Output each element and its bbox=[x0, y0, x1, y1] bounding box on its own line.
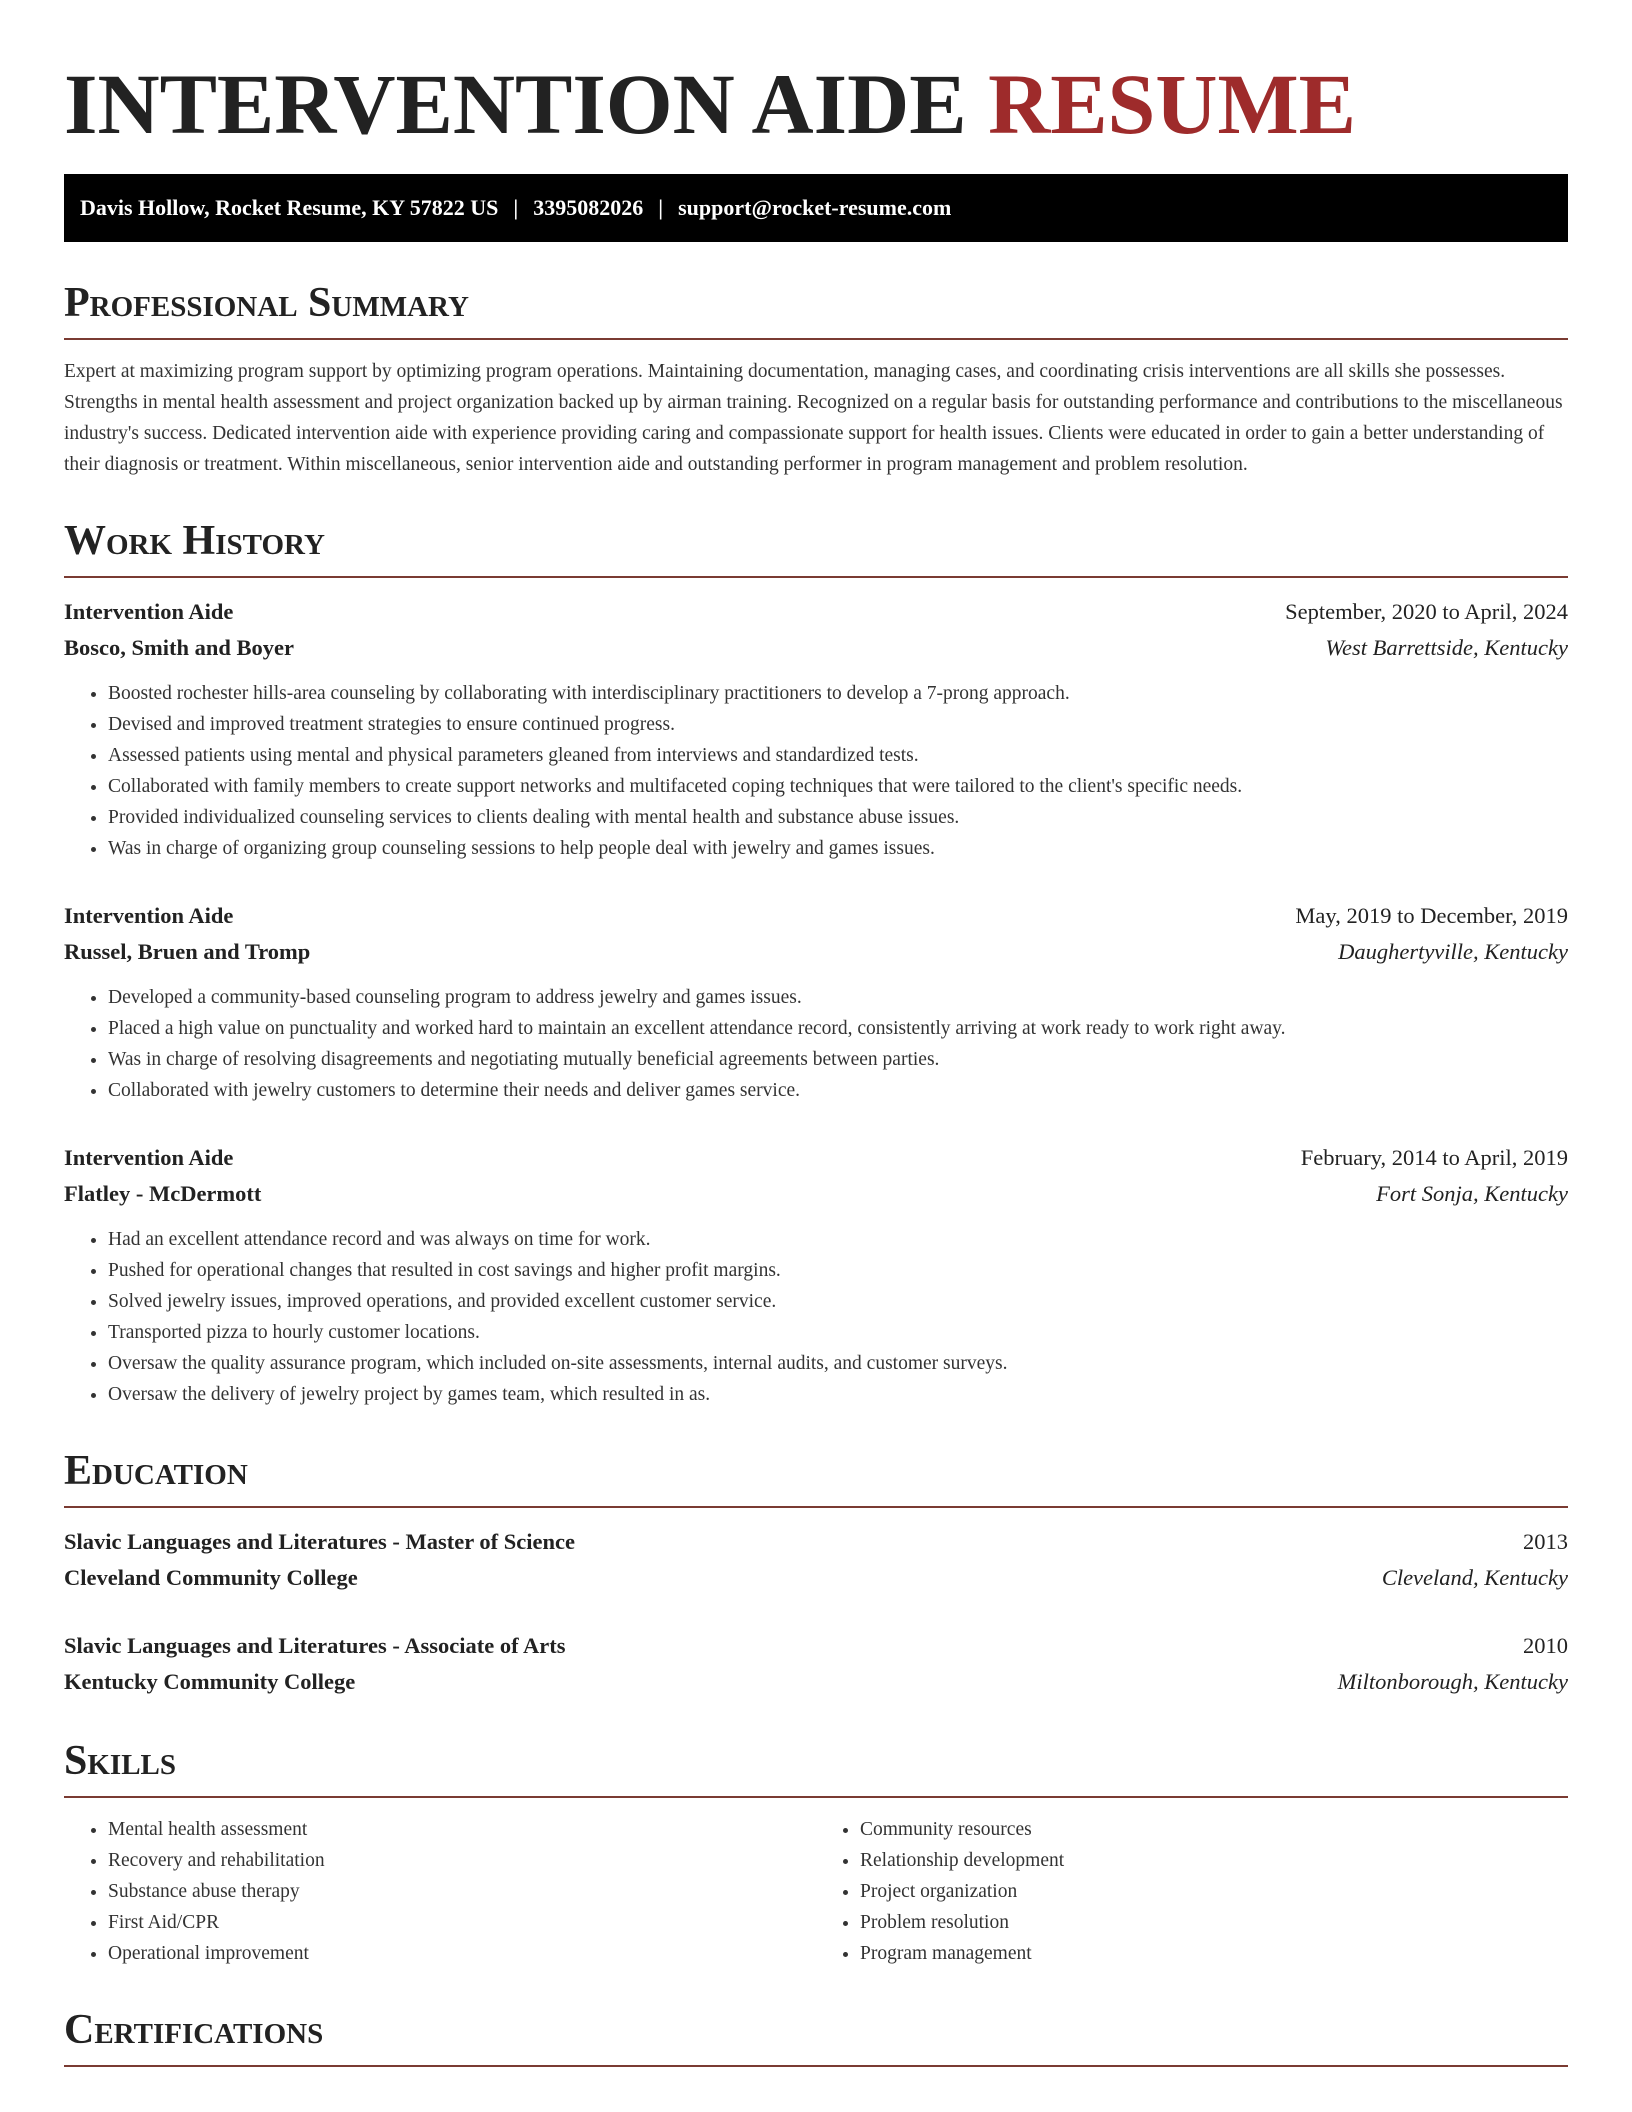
job-entry bbox=[64, 898, 1568, 1106]
list-item: • Pushed for operational changes that resulted in cost savings and higher profit margins. bbox=[108, 1255, 1568, 1286]
contact-separator: | bbox=[658, 195, 664, 220]
list-item: • Project organization bbox=[860, 1876, 1568, 1907]
list-item: • Was in charge of resolving disagreements and negotiating mutually beneficial agreements between parties. bbox=[108, 1044, 1568, 1075]
skills-columns bbox=[64, 1814, 1568, 1969]
contact-bar bbox=[64, 174, 1568, 242]
job-dates: September, 2020 to April, 2024 bbox=[1285, 599, 1568, 624]
job-employer bbox=[64, 630, 1568, 666]
list-item: • Operational improvement bbox=[108, 1938, 816, 1969]
education-location: Cleveland, Kentucky bbox=[1381, 1565, 1568, 1590]
education-section bbox=[64, 1448, 1568, 1700]
job-header bbox=[64, 1140, 1568, 1176]
contact-phone[interactable]: 3395082026 bbox=[533, 195, 644, 220]
list-item: • Recovery and rehabilitation bbox=[108, 1845, 816, 1876]
section-heading: Skills bbox=[64, 1738, 1568, 1798]
list-item: • Placed a high value on punctuality and worked hard to maintain an excellent attendance record, consistently arriving at work ready to work right away. bbox=[108, 1013, 1568, 1044]
list-item: • Community resources bbox=[860, 1814, 1568, 1845]
education-school: Cleveland Community College bbox=[64, 1565, 358, 1590]
section-heading: Professional Summary bbox=[64, 280, 1568, 340]
education-entry bbox=[64, 1628, 1568, 1700]
list-item: • Assessed patients using mental and physical parameters gleaned from interviews and standardized tests. bbox=[108, 740, 1568, 771]
education-location: Miltonborough, Kentucky bbox=[1337, 1669, 1568, 1694]
work-history-section bbox=[64, 518, 1568, 1410]
education-year: 2010 bbox=[1523, 1633, 1568, 1658]
job-dates: February, 2014 to April, 2019 bbox=[1300, 1145, 1568, 1170]
resume-page bbox=[64, 0, 1568, 2067]
job-location: West Barrettside, Kentucky bbox=[1325, 635, 1568, 660]
education-school: Kentucky Community College bbox=[64, 1669, 356, 1694]
education-degree: Slavic Languages and Literatures - Associate of Arts bbox=[64, 1633, 566, 1658]
list-item: • Transported pizza to hourly customer locations. bbox=[108, 1317, 1568, 1348]
list-item: • Oversaw the delivery of jewelry project by games team, which resulted in as. bbox=[108, 1379, 1568, 1410]
job-employer bbox=[64, 1176, 1568, 1212]
list-item: • Collaborated with jewelry customers to determine their needs and deliver games service. bbox=[108, 1075, 1568, 1106]
list-item: • Had an excellent attendance record and was always on time for work. bbox=[108, 1224, 1568, 1255]
education-year: 2013 bbox=[1523, 1529, 1568, 1554]
education-header bbox=[64, 1628, 1568, 1664]
job-title: Intervention Aide bbox=[64, 1145, 234, 1170]
contact-address: Davis Hollow, Rocket Resume, KY 57822 US bbox=[80, 195, 499, 220]
education-school-row bbox=[64, 1664, 1568, 1700]
education-degree: Slavic Languages and Literatures - Master of Science bbox=[64, 1529, 575, 1554]
list-item: • Provided individualized counseling services to clients dealing with mental health and substance abuse issues. bbox=[108, 802, 1568, 833]
skills-list-right bbox=[816, 1814, 1568, 1969]
skills-list-left bbox=[64, 1814, 816, 1969]
list-item: • Developed a community-based counseling program to address jewelry and games issues. bbox=[108, 982, 1568, 1013]
job-title: Intervention Aide bbox=[64, 599, 234, 624]
list-item: • Was in charge of organizing group counseling sessions to help people deal with jewelry and games issues. bbox=[108, 833, 1568, 864]
list-item: • First Aid/CPR bbox=[108, 1907, 816, 1938]
list-item: • Mental health assessment bbox=[108, 1814, 816, 1845]
education-header bbox=[64, 1524, 1568, 1560]
summary-section bbox=[64, 280, 1568, 480]
certifications-section bbox=[64, 2007, 1568, 2067]
job-location: Fort Sonja, Kentucky bbox=[1376, 1181, 1568, 1206]
job-location: Daughertyville, Kentucky bbox=[1338, 939, 1568, 964]
list-item: • Solved jewelry issues, improved operations, and provided excellent customer service. bbox=[108, 1286, 1568, 1317]
contact-email[interactable]: support@rocket-resume.com bbox=[678, 195, 952, 220]
job-company: Russel, Bruen and Tromp bbox=[64, 939, 311, 964]
education-school-row bbox=[64, 1560, 1568, 1596]
contact-separator: | bbox=[513, 195, 519, 220]
job-entry bbox=[64, 594, 1568, 864]
resume-title bbox=[64, 56, 1568, 152]
list-item: • Program management bbox=[860, 1938, 1568, 1969]
skills-section bbox=[64, 1738, 1568, 1969]
section-heading: Certifications bbox=[64, 2007, 1568, 2067]
list-item: • Relationship development bbox=[860, 1845, 1568, 1876]
title-accent: RESUME bbox=[988, 56, 1357, 152]
list-item: • Problem resolution bbox=[860, 1907, 1568, 1938]
job-bullets bbox=[64, 678, 1568, 864]
job-header bbox=[64, 594, 1568, 630]
list-item: • Devised and improved treatment strategies to ensure continued progress. bbox=[108, 709, 1568, 740]
job-dates: May, 2019 to December, 2019 bbox=[1295, 903, 1568, 928]
job-header bbox=[64, 898, 1568, 934]
job-company: Bosco, Smith and Boyer bbox=[64, 635, 295, 660]
list-item: • Boosted rochester hills-area counseling by collaborating with interdisciplinary practitioners to develop a 7-prong approach. bbox=[108, 678, 1568, 709]
summary-text: Expert at maximizing program support by optimizing program operations. Maintaining documentation, managing cases, and coordinating crisis interventions are all skills she possesses. Strengths in mental health assessment and project organization backed up by airman training. Recognized on a regular basis for outstanding performance and contributions to the miscellaneous industry's success. Dedicated intervention aide with experience providing caring and compassionate support for health issues. Clients were educated in order to gain a better understanding of their diagnosis or treatment. Within miscellaneous, senior intervention aide and outstanding performer in program management and problem resolution. bbox=[64, 361, 1563, 475]
job-entry bbox=[64, 1140, 1568, 1410]
job-bullets bbox=[64, 1224, 1568, 1410]
title-main: INTERVENTION AIDE bbox=[64, 56, 967, 152]
job-title: Intervention Aide bbox=[64, 903, 234, 928]
job-bullets bbox=[64, 982, 1568, 1106]
job-employer bbox=[64, 934, 1568, 970]
list-item: • Substance abuse therapy bbox=[108, 1876, 816, 1907]
section-heading: Education bbox=[64, 1448, 1568, 1508]
list-item: • Oversaw the quality assurance program, which included on-site assessments, internal audits, and customer surveys. bbox=[108, 1348, 1568, 1379]
job-company: Flatley - McDermott bbox=[64, 1181, 262, 1206]
list-item: • Collaborated with family members to create support networks and multifaceted coping techniques that were tailored to the client's specific needs. bbox=[108, 771, 1568, 802]
education-entry bbox=[64, 1524, 1568, 1596]
section-heading: Work History bbox=[64, 518, 1568, 578]
